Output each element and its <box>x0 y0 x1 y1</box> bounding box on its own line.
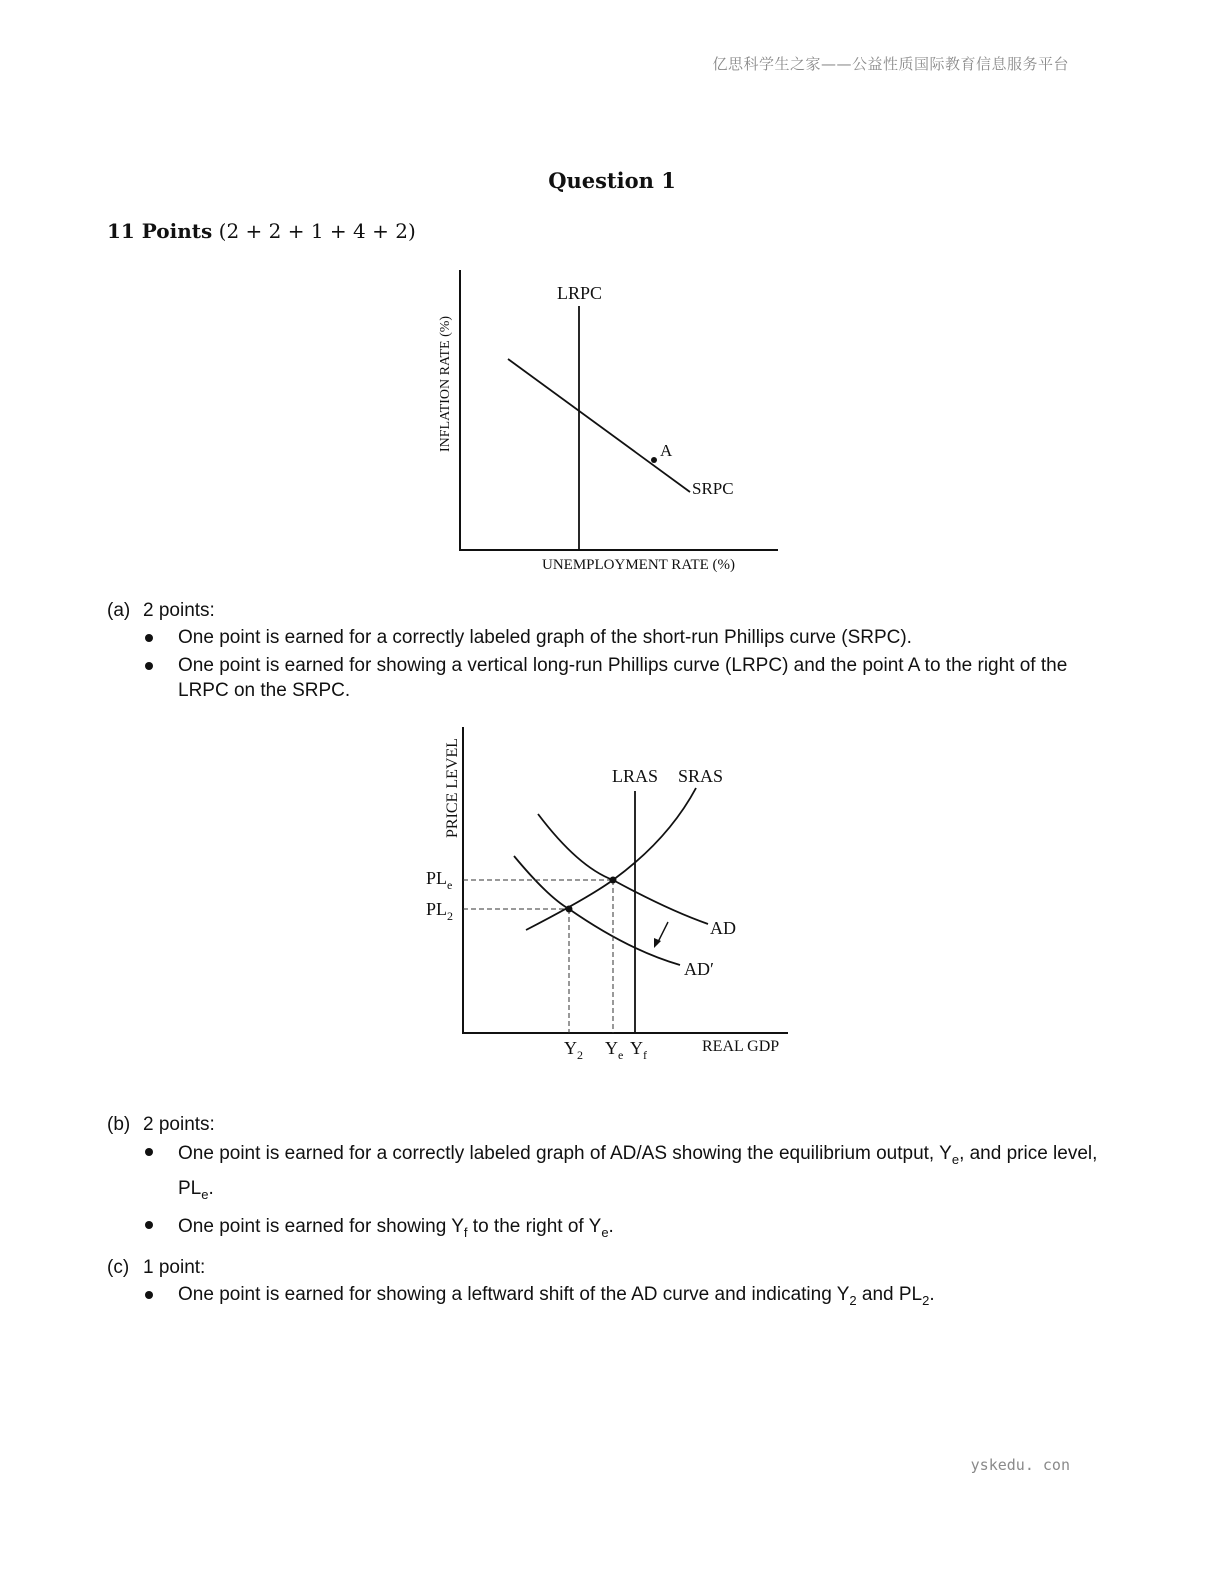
ad-prime-label: AD′ <box>684 959 714 979</box>
points-total: 11 Points <box>107 219 213 243</box>
shift-arrow <box>654 922 668 948</box>
graph2-ylabel: PRICE LEVEL <box>444 738 461 838</box>
ad-as-graph <box>418 722 808 1072</box>
graph1-axes <box>459 270 778 550</box>
pl-2-label: $PL_2$ <box>426 899 454 923</box>
part-a-bullets <box>107 625 1117 703</box>
equilibrium-e-marker <box>610 877 617 884</box>
y2-label: $Y_2$ <box>564 1038 583 1062</box>
lras-label: LRAS <box>612 766 659 786</box>
graph1-xlabel: UNEMPLOYMENT RATE (%) <box>542 557 736 573</box>
part-a-heading: 2 points: <box>143 600 215 621</box>
point-a-marker <box>651 457 657 463</box>
part-c <box>107 1255 1117 1316</box>
list-item: One point is earned for showing a leftward shift of the AD curve and indicating $Y_2$ and $PL_2$. <box>178 1282 1117 1313</box>
part-b-heading: 2 points: <box>143 1114 215 1135</box>
part-c-bullets <box>107 1282 1117 1313</box>
part-c-heading: 1 point: <box>143 1257 206 1278</box>
header-watermark: 亿思科学生之家——公益性质国际教育信息服务平台 <box>712 55 1069 73</box>
pl-e-label: $PL_e$ <box>426 868 453 892</box>
graph2-xlabel: REAL GDP <box>702 1038 780 1055</box>
lrpc-label: LRPC <box>557 283 603 303</box>
phillips-curve-graph <box>420 262 800 582</box>
part-c-label: (c) <box>107 1257 130 1278</box>
part-b <box>107 1112 1117 1249</box>
srpc-label: SRPC <box>692 479 734 498</box>
part-b-bullets <box>107 1139 1117 1246</box>
ad-curve <box>538 814 708 924</box>
srpc-line <box>508 359 690 492</box>
list-item: One point is earned for a correctly labeled graph of AD/AS showing the equilibrium output, $Y_e$, and price level, $PL_e$. <box>178 1139 1117 1209</box>
points-line <box>107 219 416 243</box>
part-a-label: (a) <box>107 600 131 621</box>
list-item: One point is earned for showing a vertical long-run Phillips curve (LRPC) and the point A to the right of the LRPC on the SRPC. <box>178 653 1117 703</box>
ad-label: AD <box>710 918 736 938</box>
yf-label: $Y_f$ <box>630 1038 647 1062</box>
guide-lines <box>463 880 613 1033</box>
part-b-label: (b) <box>107 1114 131 1135</box>
list-item: One point is earned for a correctly labeled graph of the short-run Phillips curve (SRPC). <box>178 625 1117 650</box>
equilibrium-2-marker <box>566 906 573 913</box>
list-item: One point is earned for showing $Y_f$ to the right of $Y_e$. <box>178 1212 1117 1247</box>
point-a-label: A <box>660 441 673 460</box>
points-breakdown: (2 + 2 + 1 + 4 + 2) <box>218 219 416 243</box>
sras-label: SRAS <box>678 766 724 786</box>
part-a <box>107 598 1117 706</box>
footer-watermark: yskedu. con <box>970 1456 1070 1474</box>
question-title: Question 1 <box>548 168 676 193</box>
ye-label: $Y_e$ <box>605 1038 624 1062</box>
graph1-ylabel: INFLATION RATE (%) <box>438 315 453 452</box>
